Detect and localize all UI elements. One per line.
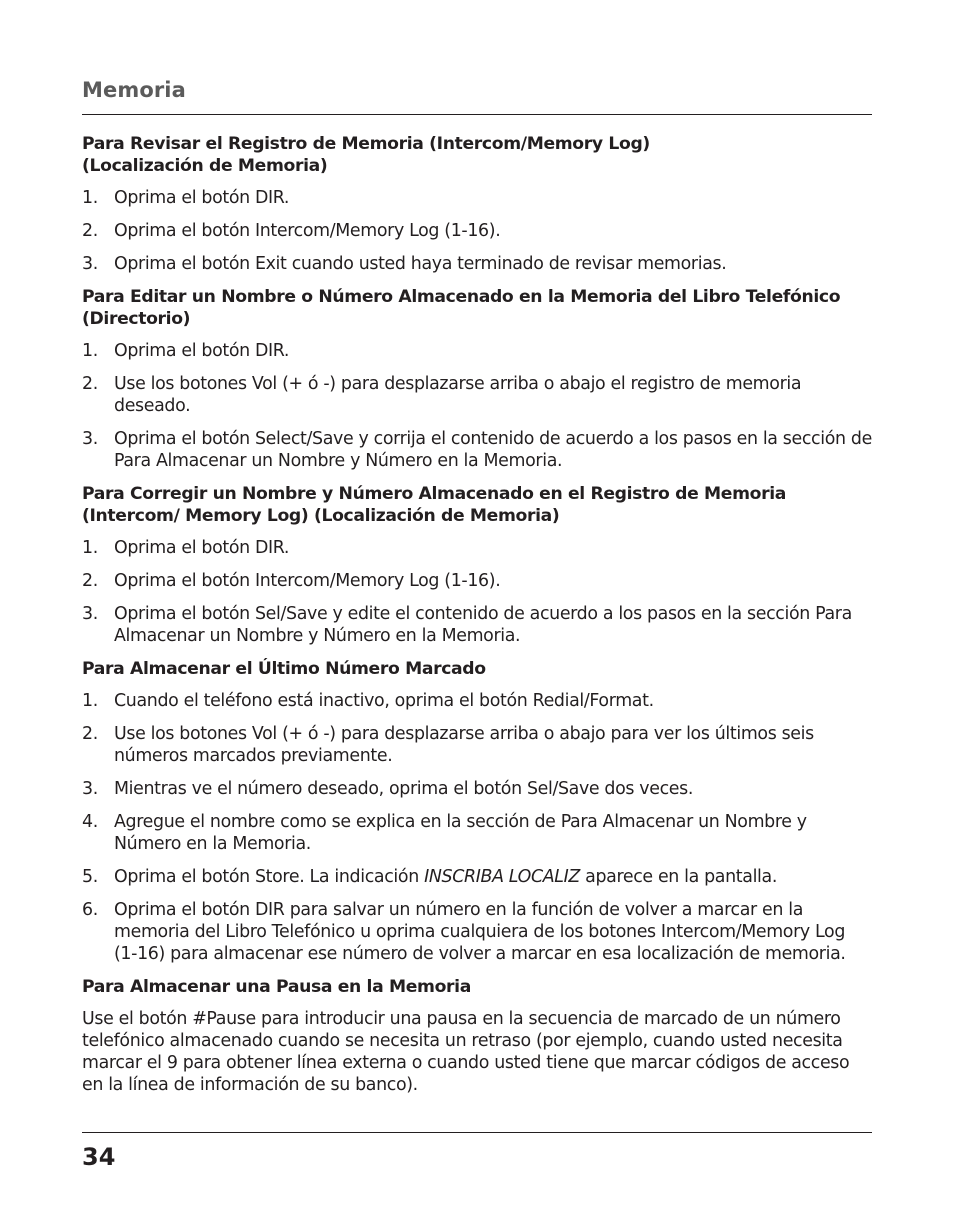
section-heading-line: Para Almacenar una Pausa en la Memoria [82, 977, 471, 997]
step-text: Oprima el botón Sel/Save y edite el contenido de acuerdo a los pasos en la sección Para Almacenar un Nombre y Número en la Memoria. [114, 604, 852, 646]
step-text: Oprima el botón DIR. [114, 538, 290, 558]
step-number: 1. [82, 341, 98, 361]
step-number: 4. [82, 812, 98, 832]
section-heading [82, 286, 872, 330]
step-number: 1. [82, 188, 98, 208]
section-heading-line: (Intercom/ Memory Log) (Localización de Memoria) [82, 506, 560, 526]
list-item [82, 570, 872, 592]
section-heading-line: Para Almacenar el Último Número Marcado [82, 659, 486, 679]
list-item [82, 778, 872, 800]
step-text: Oprima el botón Exit cuando usted haya terminado de revisar memorias. [114, 254, 727, 274]
list-item [82, 723, 872, 767]
section-heading-line: (Directorio) [82, 309, 191, 329]
list-item [82, 428, 872, 472]
step-number: 1. [82, 538, 98, 558]
section-heading-line: (Localización de Memoria) [82, 156, 328, 176]
step-number: 2. [82, 221, 98, 241]
display-indication-text: INSCRIBA LOCALIZ [424, 867, 580, 887]
section-review-memory-log [82, 133, 872, 275]
step-number: 3. [82, 604, 98, 624]
step-number: 6. [82, 900, 98, 920]
list-item [82, 537, 872, 559]
list-item [82, 187, 872, 209]
step-text: Use los botones Vol (+ ó -) para desplazarse arriba o abajo el registro de memoria deseado. [114, 374, 802, 416]
section-correct-memory-log-entry [82, 483, 872, 647]
step-text [114, 867, 777, 887]
section-store-last-dialed [82, 658, 872, 965]
step-number: 1. [82, 691, 98, 711]
step-text: Oprima el botón Select/Save y corrija el contenido de acuerdo a los pasos en la sección de Para Almacenar un Nombre y Número en la Memoria. [114, 429, 872, 471]
list-item [82, 220, 872, 242]
section-heading-line: Para Corregir un Nombre y Número Almacenado en el Registro de Memoria [82, 484, 787, 504]
step-text-part: Oprima el botón Store. La indicación [114, 867, 425, 887]
list-item [82, 253, 872, 275]
step-text: Agregue el nombre como se explica en la sección de Para Almacenar un Nombre y Número en la Memoria. [114, 812, 807, 854]
page-number: 34 [82, 1143, 116, 1171]
list-item [82, 866, 872, 888]
page-header-title: Memoria [82, 78, 186, 102]
list-item [82, 603, 872, 647]
section-heading [82, 658, 872, 680]
step-text: Oprima el botón DIR. [114, 341, 290, 361]
step-text: Use los botones Vol (+ ó -) para desplazarse arriba o abajo para ver los últimos seis números marcados previamente. [114, 724, 814, 766]
section-heading [82, 483, 872, 527]
section-paragraph: Use el botón #Pause para introducir una pausa en la secuencia de marcado de un número telefónico almacenado cuando se necesita un retraso (por ejemplo, cuando usted necesita marcar el 9 para obtener línea externa o cuando usted tiene que marcar códigos de acceso en la línea de información de su banco). [82, 1009, 850, 1095]
header-divider [82, 114, 872, 115]
list-item [82, 899, 872, 965]
steps-list [82, 537, 872, 647]
step-text: Mientras ve el número deseado, oprima el botón Sel/Save dos veces. [114, 779, 694, 799]
step-text: Oprima el botón DIR. [114, 188, 290, 208]
step-number: 3. [82, 254, 98, 274]
section-heading-line: Para Editar un Nombre o Número Almacenado en la Memoria del Libro Telefónico [82, 287, 841, 307]
steps-list [82, 690, 872, 965]
list-item [82, 690, 872, 712]
list-item [82, 340, 872, 362]
step-text: Oprima el botón Intercom/Memory Log (1-16). [114, 571, 501, 591]
steps-list [82, 340, 872, 472]
section-edit-directory-entry [82, 286, 872, 472]
step-text: Cuando el teléfono está inactivo, oprima el botón Redial/Format. [114, 691, 654, 711]
step-number: 3. [82, 429, 98, 449]
step-number: 5. [82, 867, 98, 887]
section-heading-line: Para Revisar el Registro de Memoria (Intercom/Memory Log) [82, 134, 650, 154]
step-text: Oprima el botón Intercom/Memory Log (1-16). [114, 221, 501, 241]
page-content [82, 133, 872, 1096]
list-item [82, 373, 872, 417]
step-number: 2. [82, 374, 98, 394]
step-text: Oprima el botón DIR para salvar un número en la función de volver a marcar en la memoria del Libro Telefónico u oprima cualquiera de los botones Intercom/Memory Log (1-16) para almacenar ese número de volver a marcar en esa localización de memoria. [114, 900, 846, 964]
step-number: 2. [82, 724, 98, 744]
steps-list [82, 187, 872, 275]
step-text-part: aparece en la pantalla. [579, 867, 778, 887]
section-store-pause [82, 976, 872, 1096]
footer-divider [82, 1132, 872, 1133]
list-item [82, 811, 872, 855]
step-number: 3. [82, 779, 98, 799]
step-number: 2. [82, 571, 98, 591]
section-heading [82, 976, 872, 998]
section-heading [82, 133, 872, 177]
